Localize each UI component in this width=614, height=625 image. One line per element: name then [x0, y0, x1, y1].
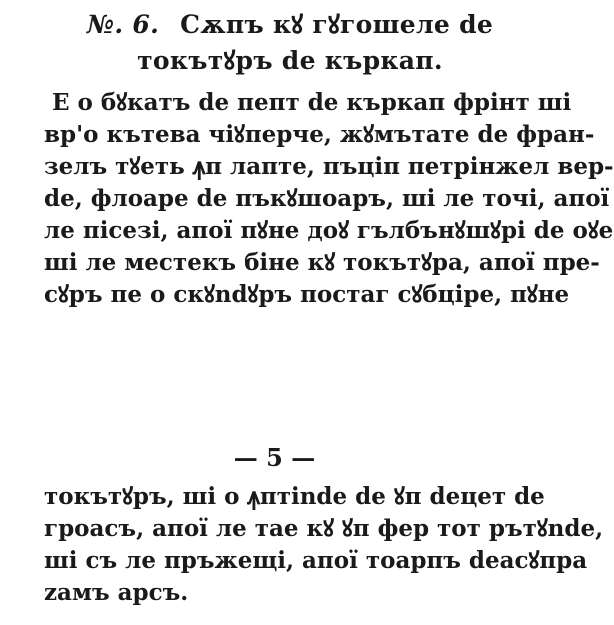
recipe-number: №. 6. [86, 10, 160, 39]
body-line: сꙋръ пе о скꙋndꙋръ постаг сꙋбціре, пꙋне [44, 281, 570, 308]
body-line: зелъ тꙋеть ꙟп лапте, пъціп петрінжел вер- [44, 153, 614, 180]
body-line: ле пісезі, апої пꙋне доꙋ гълбънꙋшꙋрі de оꙋе [44, 217, 614, 244]
body-line: ші ле местекъ біне кꙋ токътꙋра, апої пре- [44, 249, 600, 276]
body-line: ші съ ле пръжещі, апої тоарпъ deасꙋпра [44, 547, 588, 574]
recipe-title-text-1: Сѫпъ кꙋ гꙋгошеле de [180, 10, 494, 39]
body-line: de, флоаре de пъкꙋшоаръ, ші ле точі, апої [44, 185, 610, 212]
body-line: токътꙋръ, ші о ꙟптіnde de ꙋп deцет de [44, 483, 545, 510]
page-number: — 5 — [233, 443, 316, 472]
body-line: вр'о кътева чіꙋперче, жꙋмътате de фран- [44, 121, 595, 148]
body-line: E о бꙋкатъ de пепт de къркап фрінт ші [52, 89, 572, 116]
body-line: гроасъ, апої ле тае кꙋ ꙋп фер тот рътꙋnde, [44, 515, 604, 542]
body-line: zамъ арсъ. [44, 579, 189, 606]
recipe-title-line-2: токътꙋръ de къркап. [137, 46, 443, 75]
recipe-title-line-1 [40, 10, 540, 40]
